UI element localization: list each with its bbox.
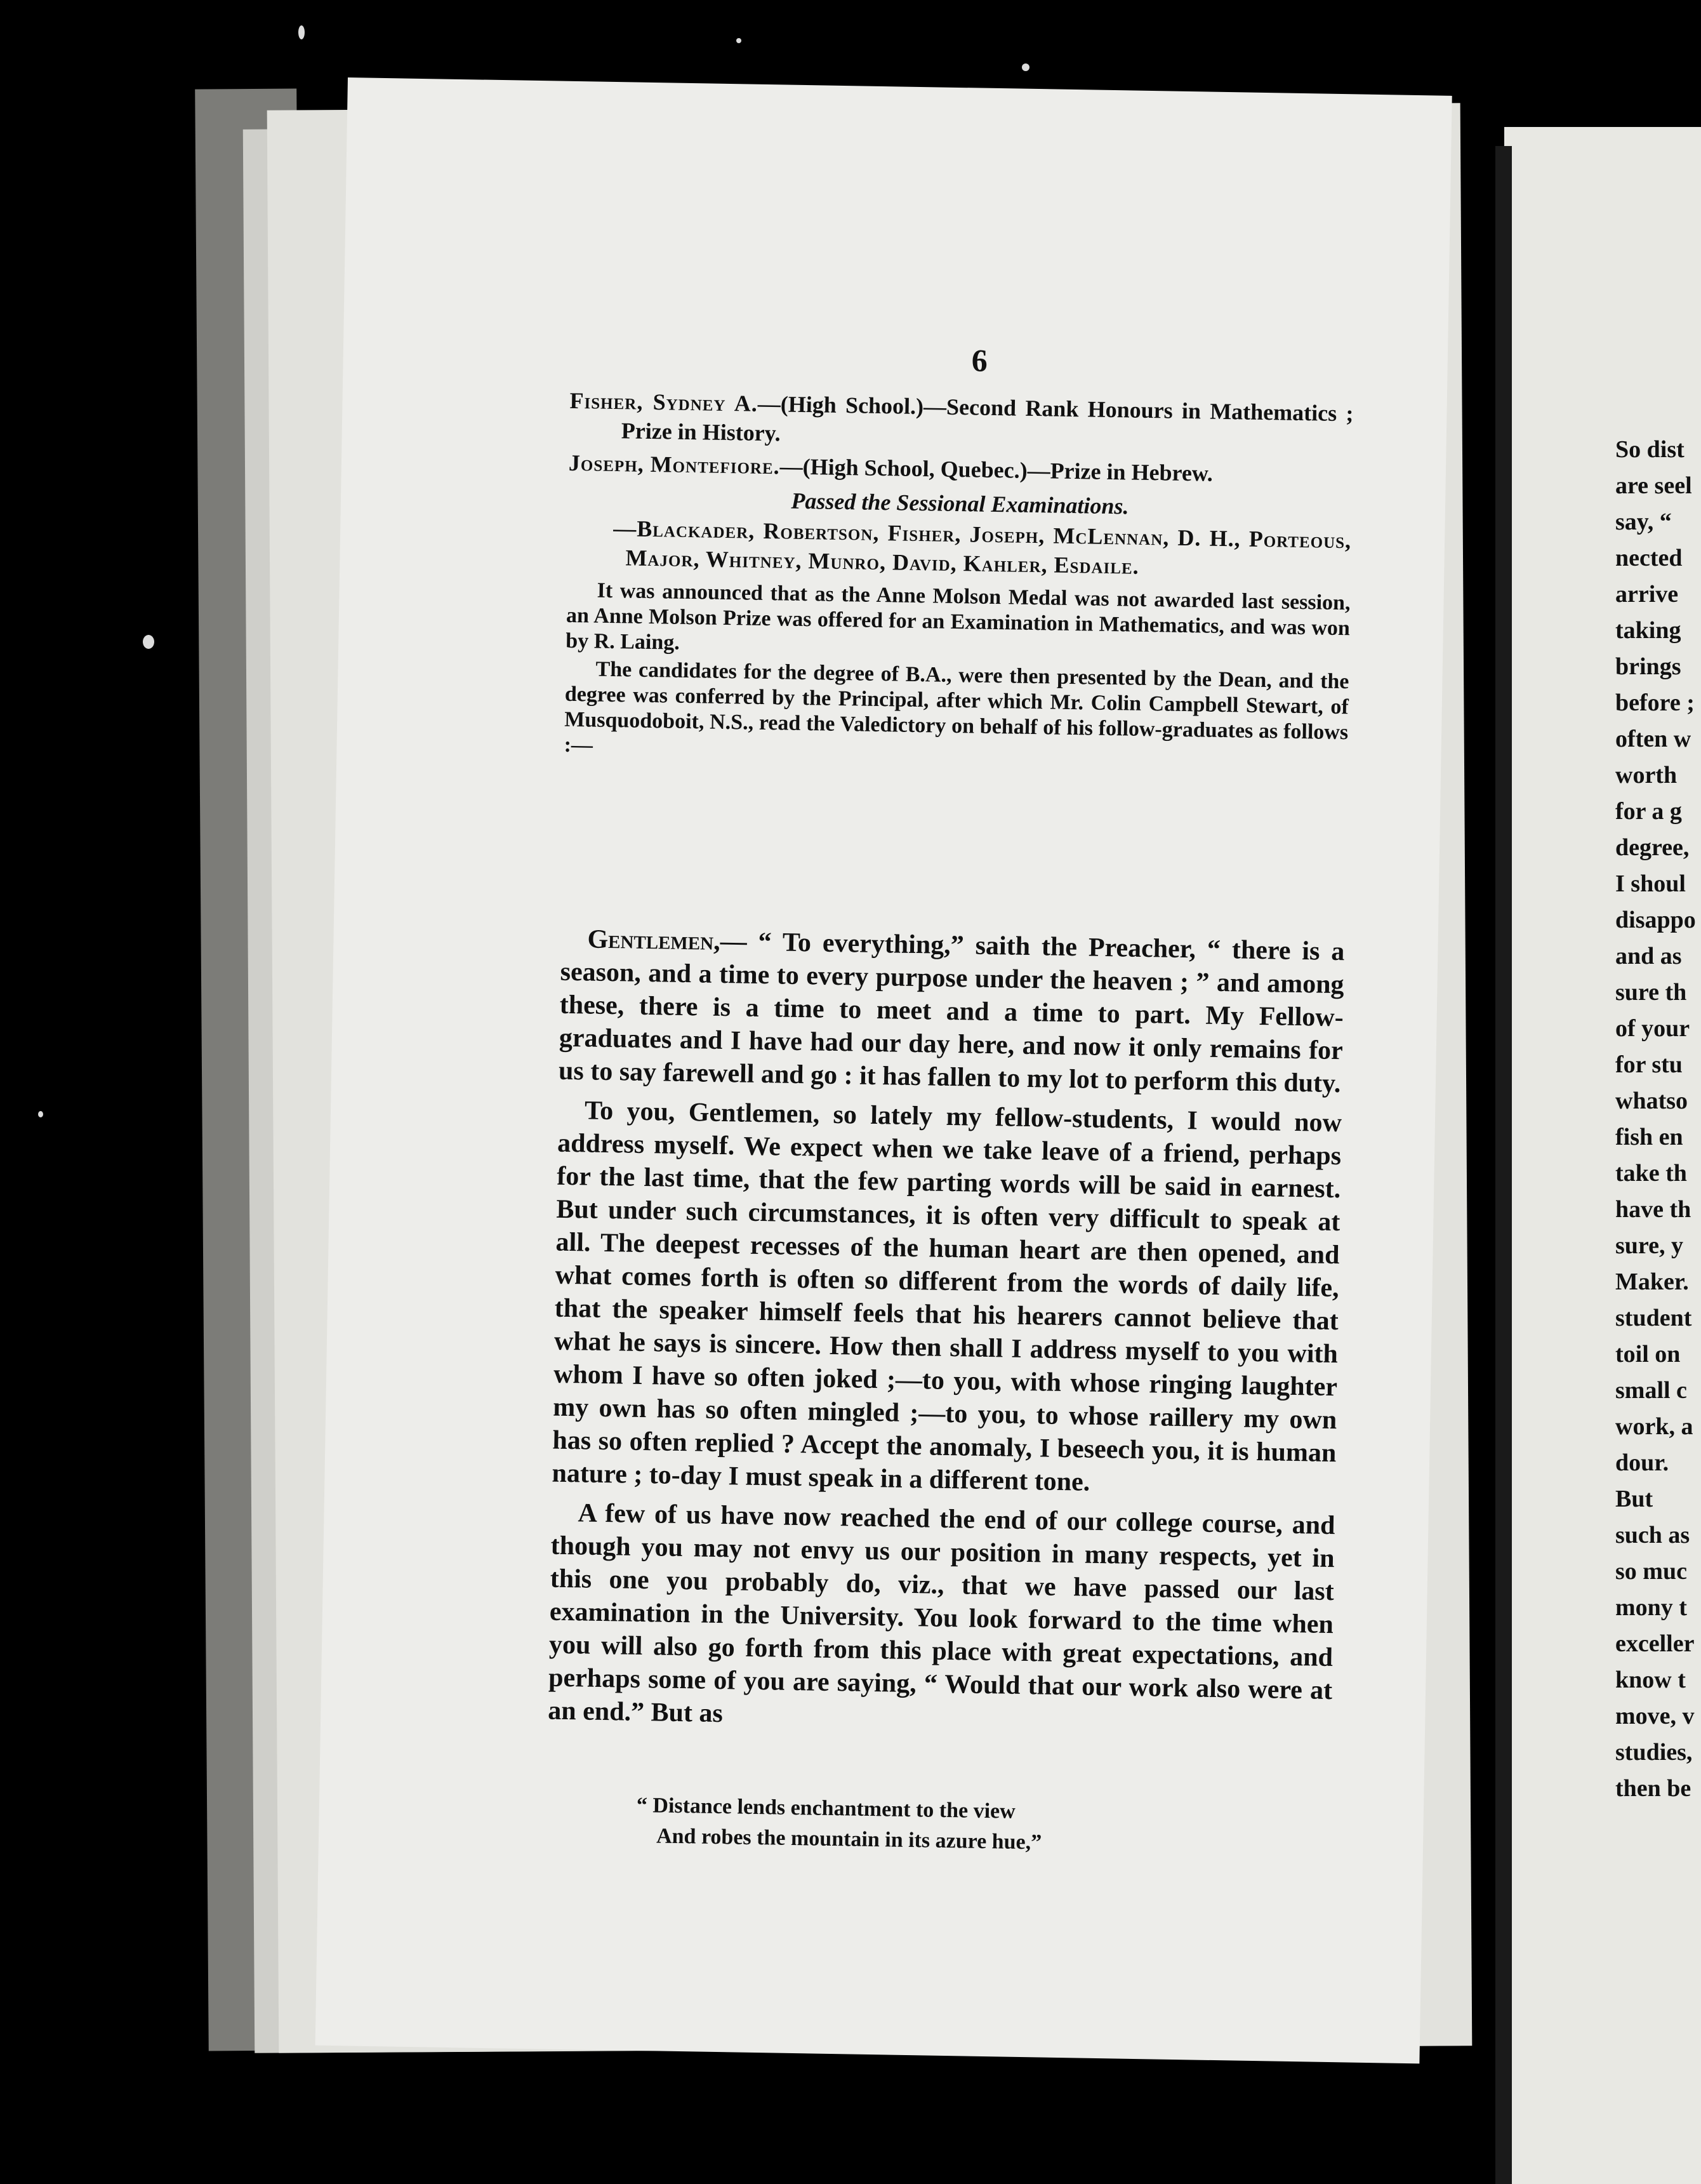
candidates-paragraph: The candidates for the degree of B.A., were then presented by the Dean, and the degree was conferred by the Principal, after which Mr. Colin Campbell Stewart, of Musquodoboit, N.S., read the Valedictory on behalf of his follow-graduates as follows :— (564, 657, 1349, 757)
facing-page-line: exceller (1615, 1630, 1695, 1657)
facing-page-line: I shoul (1615, 870, 1686, 897)
facing-page-line: say, “ (1615, 509, 1672, 535)
facing-page-line: work, a (1615, 1413, 1693, 1440)
dust-speck (143, 635, 154, 649)
facing-page-line: small c (1615, 1377, 1687, 1404)
valedictory-address (548, 922, 1345, 1747)
facing-page-line: brings (1615, 653, 1681, 680)
facing-page-line: sure, y (1615, 1232, 1683, 1259)
facing-page-line: studies, (1615, 1739, 1693, 1766)
facing-page-line: student (1615, 1305, 1692, 1331)
prize-text: —(High School, Quebec.)—Prize in Hebrew. (779, 453, 1214, 486)
facing-page-line: dour. (1615, 1449, 1669, 1476)
prize-entry (569, 386, 1353, 457)
facing-page-line: such as (1615, 1522, 1690, 1548)
dust-speck (1022, 63, 1029, 71)
student-name: Fisher, Sydney A. (569, 387, 758, 416)
book-gutter (1495, 146, 1512, 2184)
facing-page-line: and as (1615, 943, 1682, 969)
facing-page-line: know t (1615, 1667, 1686, 1693)
facing-page-line: move, v (1615, 1703, 1695, 1729)
verse-quotation (636, 1790, 1208, 1861)
facing-page-line: so muc (1615, 1558, 1687, 1585)
body-paragraph: Gentlemen,— “ To everything,” saith the Preacher, “ there is a season, and a time to every purpose under the heaven ; ” and among these, there is a time to meet and a time to part. My Fellow-graduates and I have had our day here, and now it only remains for us to say farewell and go : it has fallen to my lot to perform this duty. (558, 924, 1345, 1099)
quote-line: “ Distance lends enchantment to the view (636, 1793, 1016, 1823)
facing-page-line: mony t (1615, 1594, 1687, 1621)
dust-speck (736, 38, 741, 43)
student-name: Joseph, Montefiore. (568, 449, 781, 479)
facing-page-line: sure th (1615, 979, 1687, 1006)
facing-page-line: Maker. (1615, 1268, 1689, 1295)
facing-page-line: often w (1615, 726, 1691, 752)
passed-students-list: —Blackader, Robertson, Fisher, Joseph, McLennan, D. H., Porteous, Major, Whitney, Munro, David, Kahler, Esdaile. (612, 516, 1352, 579)
section-heading: Passed the Sessional Examinations. (791, 488, 1129, 519)
salutation: Gentlemen, (587, 924, 721, 956)
dust-speck (298, 25, 305, 39)
facing-page-line: So dist (1615, 436, 1684, 463)
facing-page-line: for stu (1615, 1051, 1683, 1078)
facing-page-line: before ; (1615, 689, 1695, 716)
facing-page-text (1615, 432, 1701, 1807)
facing-page-line: take th (1615, 1160, 1687, 1187)
facing-page-line: have th (1615, 1196, 1691, 1223)
facing-page-line: toil on (1615, 1341, 1681, 1368)
announcement-paragraph: It was announced that as the Anne Molson Medal was not awarded last session, an Anne Molson Prize was offered for an Examination in Mathematics, and was won by R. Laing. (566, 578, 1351, 655)
body-paragraph: A few of us have now reached the end of our college course, and though you may not envy us our position in many respects, yet in this one you probably do, viz., that we have passed our last examination in the University. You look forward to the time when you will also go forth from this place with great expectations, and perhaps some of you are saying, “ Would that our work also were at an end.” But as (548, 1498, 1335, 1729)
facing-page-line: whatso (1615, 1088, 1688, 1114)
prize-text: —(High School.)—Second Rank Honours in Mathematics ; Prize in History. (621, 390, 1354, 446)
dust-speck (38, 1111, 43, 1117)
quote-line: And robes the mountain in its azure hue,” (656, 1824, 1042, 1854)
facing-page-line: then be (1615, 1775, 1691, 1802)
facing-page-line: for a g (1615, 798, 1682, 825)
facing-page-line: nected (1615, 545, 1683, 571)
facing-page-line: fish en (1615, 1124, 1683, 1150)
facing-page-line: disappo (1615, 907, 1696, 933)
facing-page-line: taking (1615, 617, 1681, 644)
facing-page-line: worth (1615, 762, 1678, 789)
prize-section (564, 386, 1354, 773)
page-number: 6 (971, 342, 988, 378)
facing-page-line: But (1615, 1486, 1653, 1512)
facing-page-line: are seel (1615, 472, 1692, 499)
document-page (315, 77, 1452, 2063)
facing-page-line: of your (1615, 1015, 1690, 1042)
facing-page-line: arrive (1615, 581, 1679, 608)
facing-page-line: degree, (1615, 834, 1690, 861)
body-paragraph: To you, Gentlemen, so lately my fellow-students, I would now address myself. We expect when we take leave of a friend, perhaps for the last time, that the few parting words will be said in earnest. But under such circumstances, it is often very difficult to speak at all. The deepest recesses of the human heart are then opened, and what comes forth is often so different from the words of daily life, that the speaker himself feels that his hearers cannot believe that what he says is sincere. How then shall I address myself to you with whom I have so often joked ;—to you, with whose ringing laughter my own has so often mingled ;—to you, to whose raillery my own has so often replied ? Accept the anomaly, I beseech you, it is human nature ; to-day I must speak in a different tone. (552, 1096, 1342, 1497)
